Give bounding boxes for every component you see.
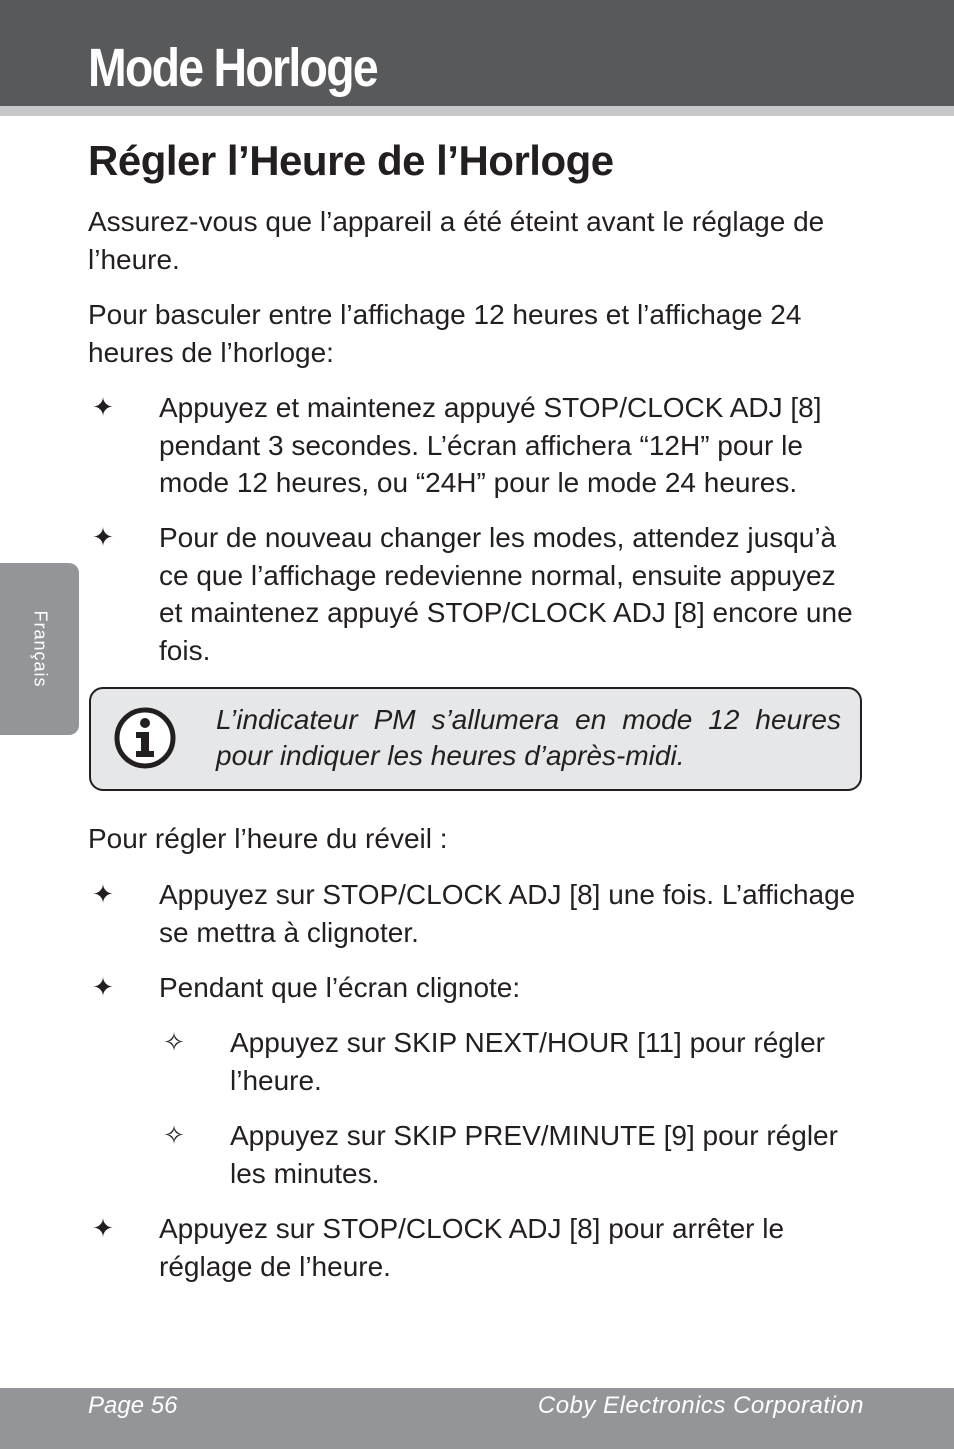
intro-paragraph: Assurez-vous que l’appareil a été éteint avant le réglage de l’heure.	[88, 206, 825, 275]
filled-star-bullet-icon: ✦	[92, 522, 114, 552]
list-item-text: Appuyez sur STOP/CLOCK ADJ [8] une fois. L’affichage se mettra à clignoter.	[159, 879, 856, 948]
filled-star-bullet-icon: ✦	[92, 392, 114, 422]
filled-star-bullet-icon: ✦	[92, 972, 114, 1002]
list-item-text: Appuyez et maintenez appuyé STOP/CLOCK ADJ [8] pendant 3 secondes. L’écran affichera “12H” pour le mode 12 heures, ou “24H” pour le mode 24 heures.	[159, 392, 822, 498]
info-icon	[113, 706, 177, 770]
alarm-intro-paragraph: Pour régler l’heure du réveil :	[88, 823, 448, 854]
outline-star-bullet-icon: ✧	[163, 1120, 185, 1150]
list-item-text: Appuyez sur STOP/CLOCK ADJ [8] pour arrêter le réglage de l’heure.	[159, 1213, 785, 1282]
chapter-title: Mode Horloge	[88, 38, 377, 98]
note-box	[89, 687, 862, 791]
language-tab-label: Français	[30, 610, 51, 688]
outline-star-bullet-icon: ✧	[163, 1027, 185, 1057]
toggle-intro-paragraph: Pour basculer entre l’affichage 12 heures et l’affichage 24 heures de l’horloge:	[88, 299, 802, 368]
sub-list-item-text: Appuyez sur SKIP PREV/MINUTE [9] pour régler les minutes.	[230, 1120, 838, 1189]
note-text: L’indicateur PM s’allumera en mode 12 heures pour indiquer les heures d’après-midi.	[216, 704, 841, 771]
list-item-text: Pendant que l’écran clignote:	[159, 972, 521, 1003]
filled-star-bullet-icon: ✦	[92, 1213, 114, 1243]
list-item-text: Pour de nouveau changer les modes, attendez jusqu’à ce que l’affichage redevienne normal, ensuite appuyez et maintenez appuyé STOP/CLOCK ADJ [8] encore une fois.	[159, 522, 853, 666]
section-title: Régler l’Heure de l’Horloge	[88, 137, 614, 184]
page-number: Page 56	[88, 1392, 178, 1419]
filled-star-bullet-icon: ✦	[92, 879, 114, 909]
sub-list-item-text: Appuyez sur SKIP NEXT/HOUR [11] pour régler l’heure.	[230, 1027, 825, 1096]
company-name: Coby Electronics Corporation	[537, 1392, 864, 1419]
